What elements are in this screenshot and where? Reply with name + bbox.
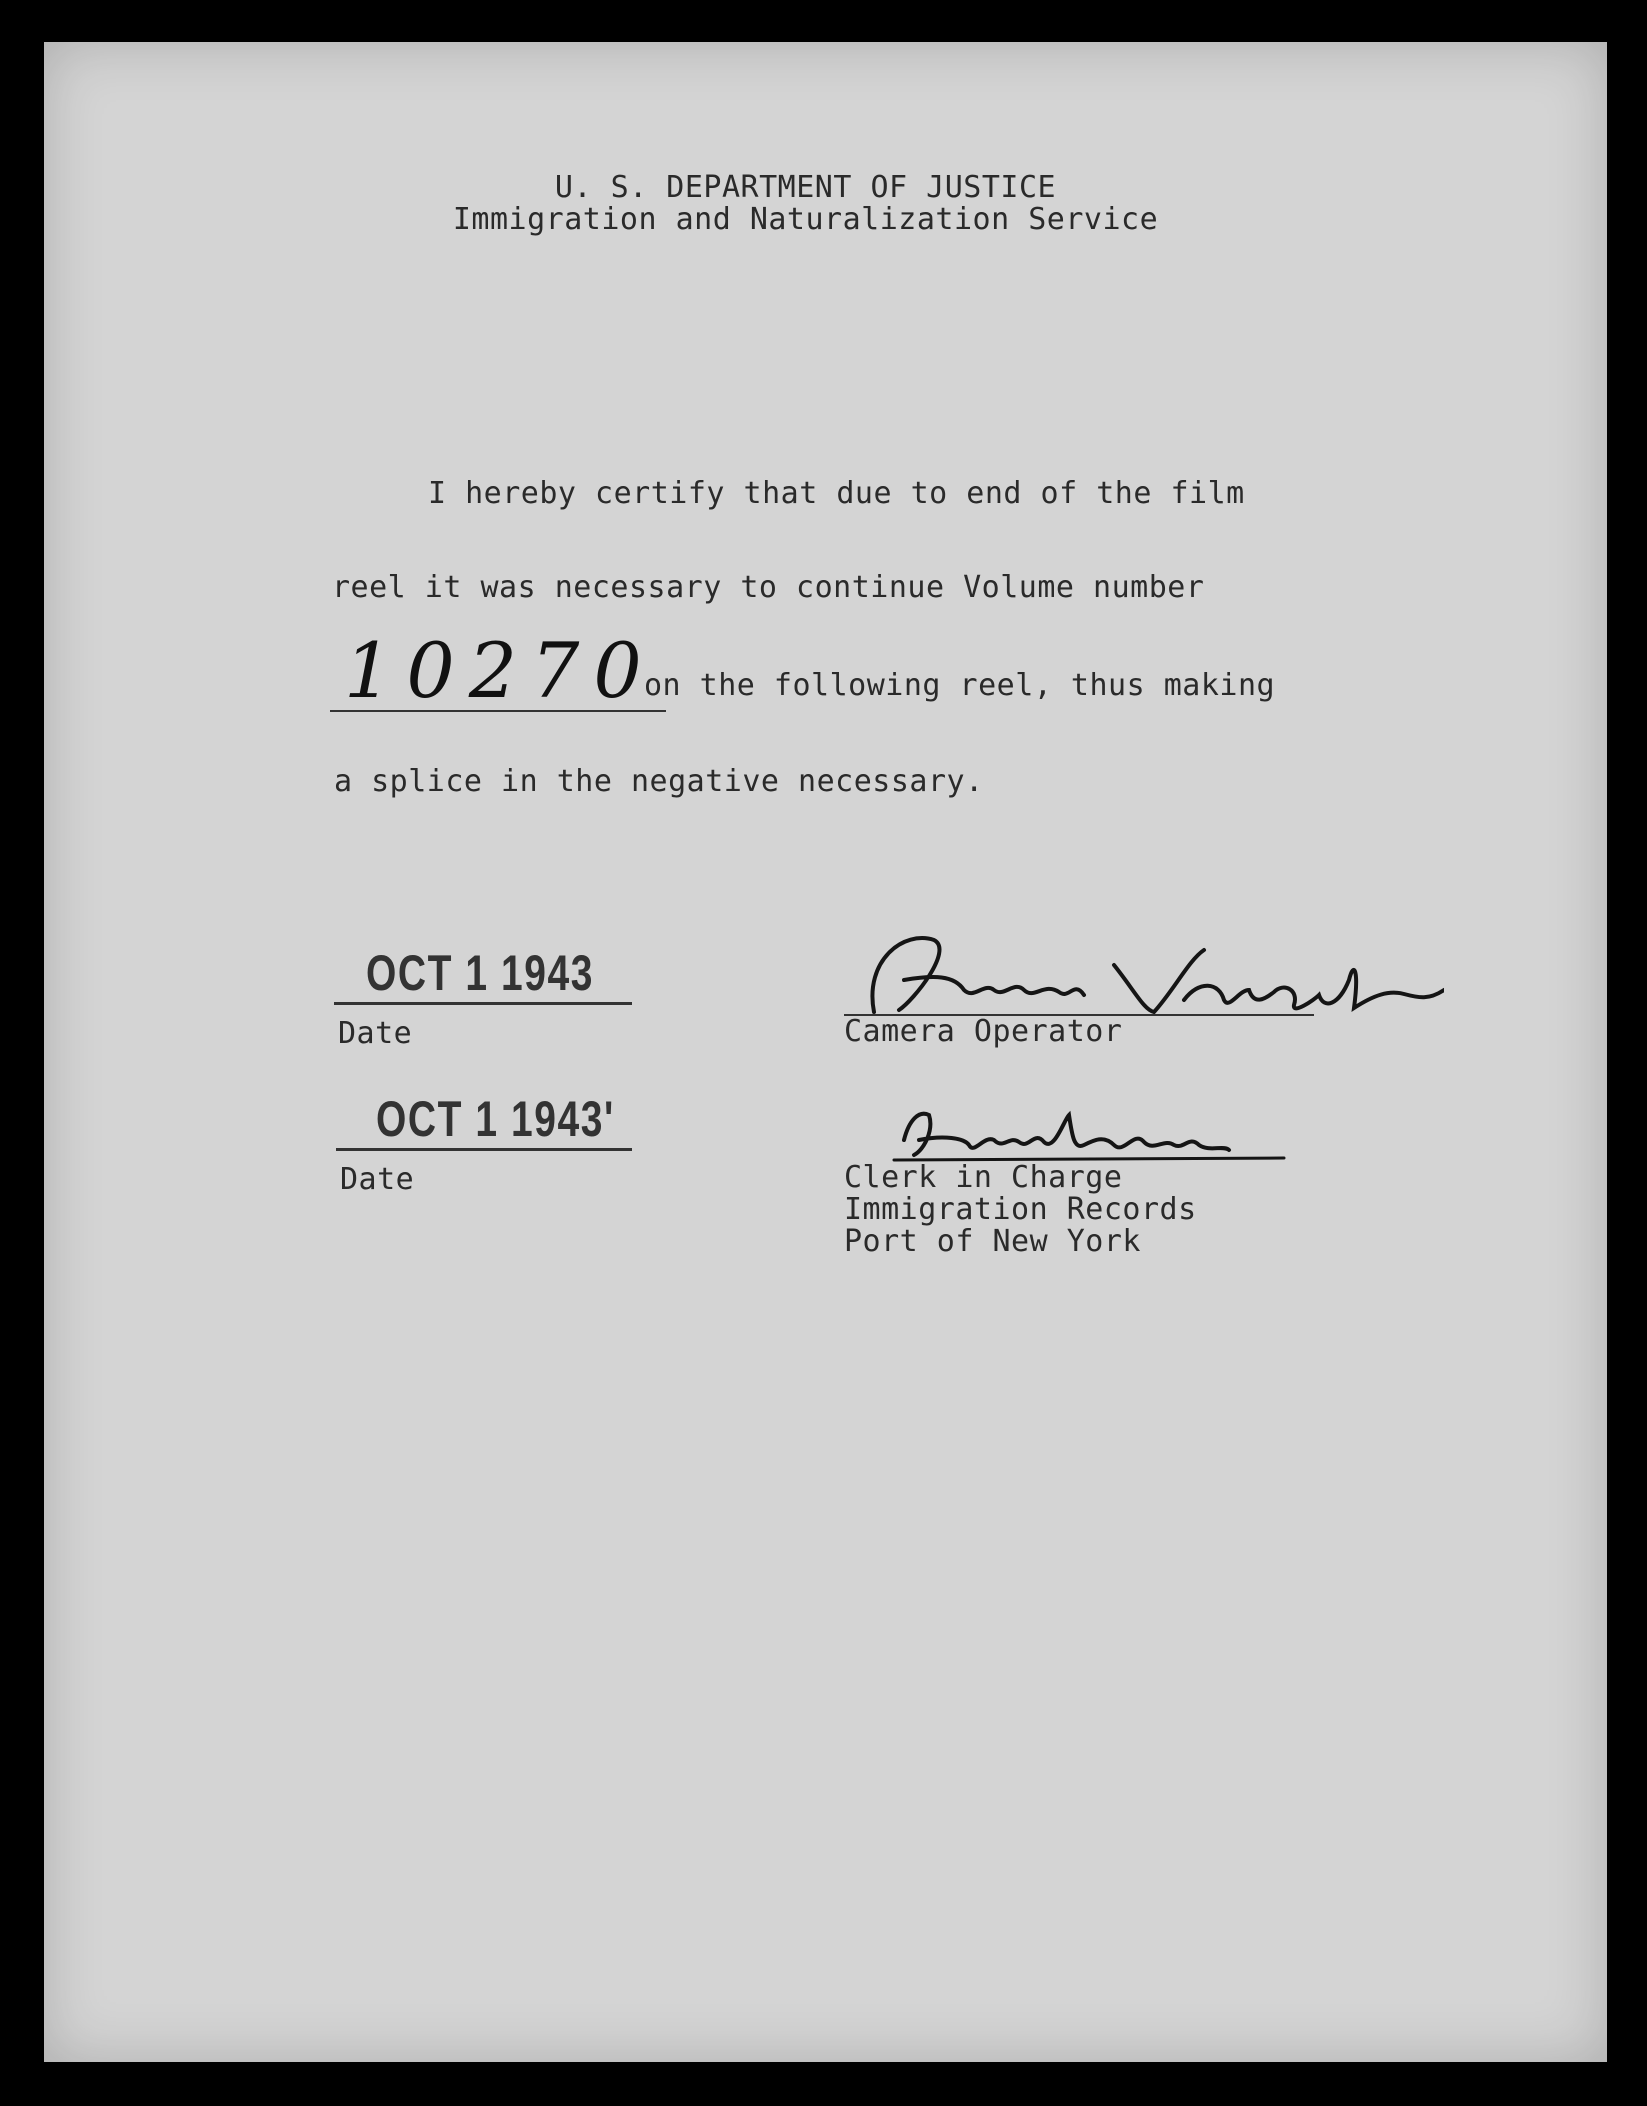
clerk-title-line-1: Clerk in Charge — [844, 1160, 1123, 1195]
document-page — [44, 42, 1607, 2062]
date-rule-2 — [336, 1148, 632, 1151]
date-label-2: Date — [340, 1162, 415, 1197]
date-rule-1 — [334, 1002, 632, 1005]
clerk-title-line-3: Port of New York — [844, 1224, 1141, 1259]
date-label-1: Date — [338, 1016, 413, 1051]
certification-line-4: a splice in the negative necessary. — [334, 764, 984, 799]
volume-number-handwritten: 10270 — [344, 626, 656, 715]
date-stamp-2: OCT 1 1943' — [376, 1091, 615, 1147]
certification-line-1: I hereby certify that due to end of the film — [428, 476, 1245, 511]
signature-rule-1 — [844, 1014, 1314, 1016]
department-heading: U. S. DEPARTMENT OF JUSTICE — [554, 170, 1057, 205]
date-stamp-1: OCT 1 1943 — [366, 945, 595, 1001]
clerk-title-line-2: Immigration Records — [844, 1192, 1197, 1227]
certification-line-2: reel it was necessary to continue Volume number — [332, 570, 1205, 605]
service-heading: Immigration and Naturalization Service — [452, 202, 1159, 237]
certification-line-3: on the following reel, thus making — [644, 668, 1276, 703]
camera-operator-label: Camera Operator — [844, 1014, 1123, 1049]
